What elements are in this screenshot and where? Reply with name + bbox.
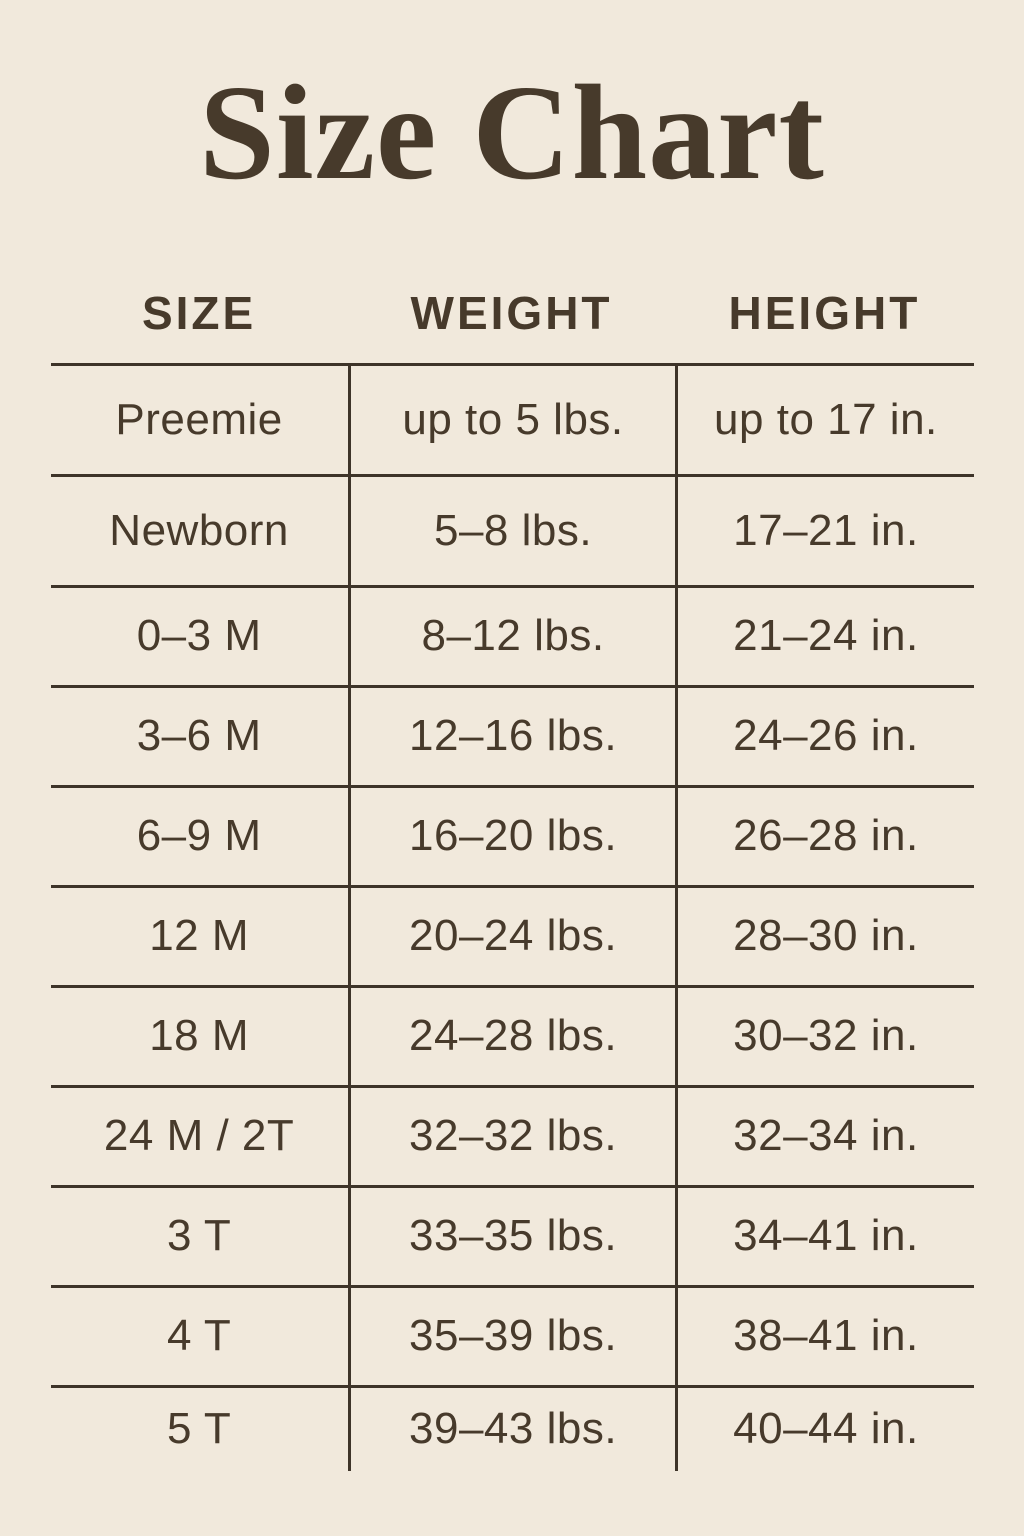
page-title: Size Chart <box>199 58 825 208</box>
weight-cell: 35–39 lbs. <box>348 1288 676 1385</box>
column-header-weight: WEIGHT <box>410 286 613 339</box>
height-cell: 26–28 in. <box>675 788 973 885</box>
table-row <box>51 1085 974 1185</box>
size-cell: 5 T <box>166 1404 232 1454</box>
weight-cell: 12–16 lbs. <box>348 688 676 785</box>
size-cell: 12 M <box>149 911 250 961</box>
size-cell: 3–6 M <box>136 711 262 761</box>
size-table <box>51 263 974 1471</box>
size-chart-page <box>0 58 1024 1536</box>
weight-cell: 16–20 lbs. <box>348 788 676 885</box>
table-row <box>51 1385 974 1471</box>
size-cell: 3 T <box>166 1211 232 1261</box>
weight-cell: 32–32 lbs. <box>348 1088 676 1185</box>
size-cell: 24 M / 2T <box>103 1111 295 1161</box>
size-cell: 0–3 M <box>136 611 262 661</box>
table-row <box>51 685 974 785</box>
height-cell: up to 17 in. <box>675 366 973 474</box>
weight-cell: 24–28 lbs. <box>348 988 676 1085</box>
height-cell: 32–34 in. <box>675 1088 973 1185</box>
height-cell: 24–26 in. <box>675 688 973 785</box>
height-cell: 34–41 in. <box>675 1188 973 1285</box>
height-cell: 17–21 in. <box>675 477 973 585</box>
weight-cell: 8–12 lbs. <box>348 588 676 685</box>
weight-cell: up to 5 lbs. <box>348 366 676 474</box>
size-cell: 6–9 M <box>136 811 262 861</box>
table-row <box>51 474 974 585</box>
table-row <box>51 985 974 1085</box>
weight-cell: 5–8 lbs. <box>348 477 676 585</box>
size-cell: Preemie <box>115 394 283 444</box>
table-row <box>51 363 974 474</box>
column-header-height: HEIGHT <box>728 286 921 339</box>
size-cell: Newborn <box>109 505 289 555</box>
table-header-row <box>51 263 974 363</box>
size-cell: 4 T <box>166 1311 232 1361</box>
weight-cell: 39–43 lbs. <box>348 1388 676 1471</box>
size-cell: 18 M <box>149 1011 250 1061</box>
weight-cell: 33–35 lbs. <box>348 1188 676 1285</box>
table-body <box>51 363 974 1471</box>
height-cell: 38–41 in. <box>675 1288 973 1385</box>
weight-cell: 20–24 lbs. <box>348 888 676 985</box>
table-row <box>51 585 974 685</box>
table-row <box>51 885 974 985</box>
height-cell: 30–32 in. <box>675 988 973 1085</box>
height-cell: 28–30 in. <box>675 888 973 985</box>
height-cell: 40–44 in. <box>675 1388 973 1471</box>
table-row <box>51 785 974 885</box>
table-row <box>51 1285 974 1385</box>
table-row <box>51 1185 974 1285</box>
column-header-size: SIZE <box>141 286 257 339</box>
height-cell: 21–24 in. <box>675 588 973 685</box>
